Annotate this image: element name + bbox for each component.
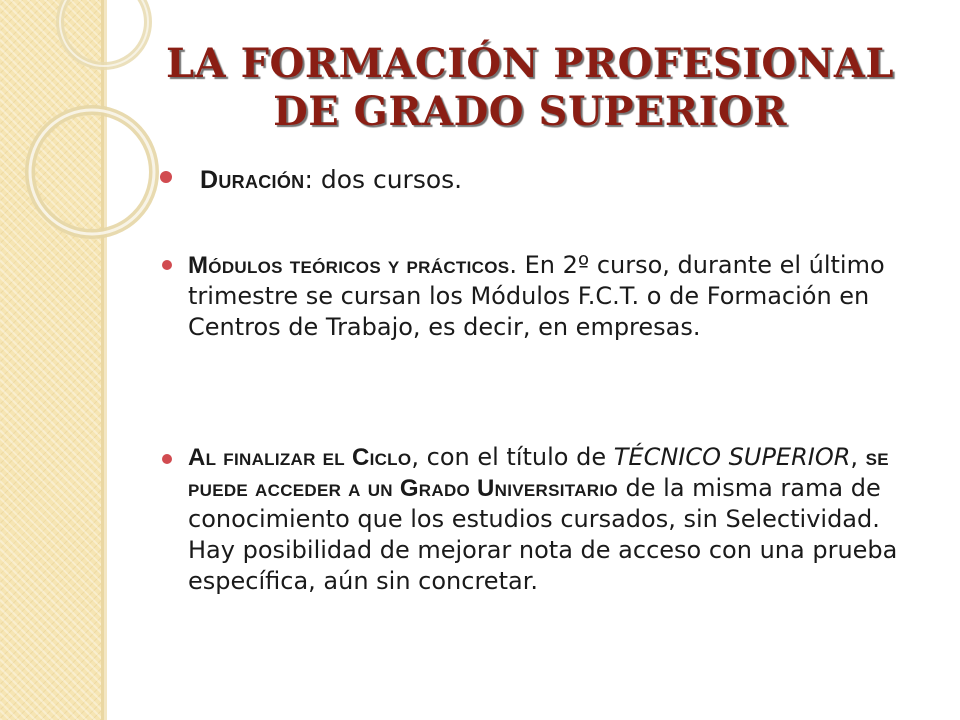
bullet-heading-2: se puede acceder a un Grado Universitario [188, 444, 889, 502]
bullet-heading: Al finalizar el Ciclo [188, 444, 412, 471]
bullet-text [188, 442, 920, 597]
bullet-comma: , [850, 443, 866, 471]
bullet-body: : dos cursos. [304, 165, 463, 194]
bullet-heading: Duración [200, 166, 305, 194]
bullet-heading: Módulos teóricos y prácticos [188, 252, 510, 279]
bullet-dot-icon [162, 454, 172, 464]
title-line-1: LA FORMACIÓN PROFESIONAL [166, 40, 894, 87]
bullet-text [188, 250, 920, 343]
bullet-body: . En 2º curso, durante el último trimestre se cursan los Módulos F.C.T. o de Formación en Centros de Trabajo, es decir, en empresas. [188, 251, 885, 341]
title-line-2: DE GRADO SUPERIOR [273, 88, 787, 135]
bullet-dot-icon [162, 260, 172, 270]
bullet-body: , con el título de [411, 443, 614, 471]
bullet-italic-title: TÉCNICO SUPERIOR [613, 443, 851, 471]
bullet-text [200, 164, 920, 196]
bullet-body-2: de la misma rama de conocimiento que los estudios cursados, sin Selectividad. Hay posibilidad de mejorar nota de acceso con una prueba específica, aún sin concretar. [188, 474, 898, 595]
bullet-dot-icon [160, 171, 172, 183]
slide-title [120, 40, 940, 136]
